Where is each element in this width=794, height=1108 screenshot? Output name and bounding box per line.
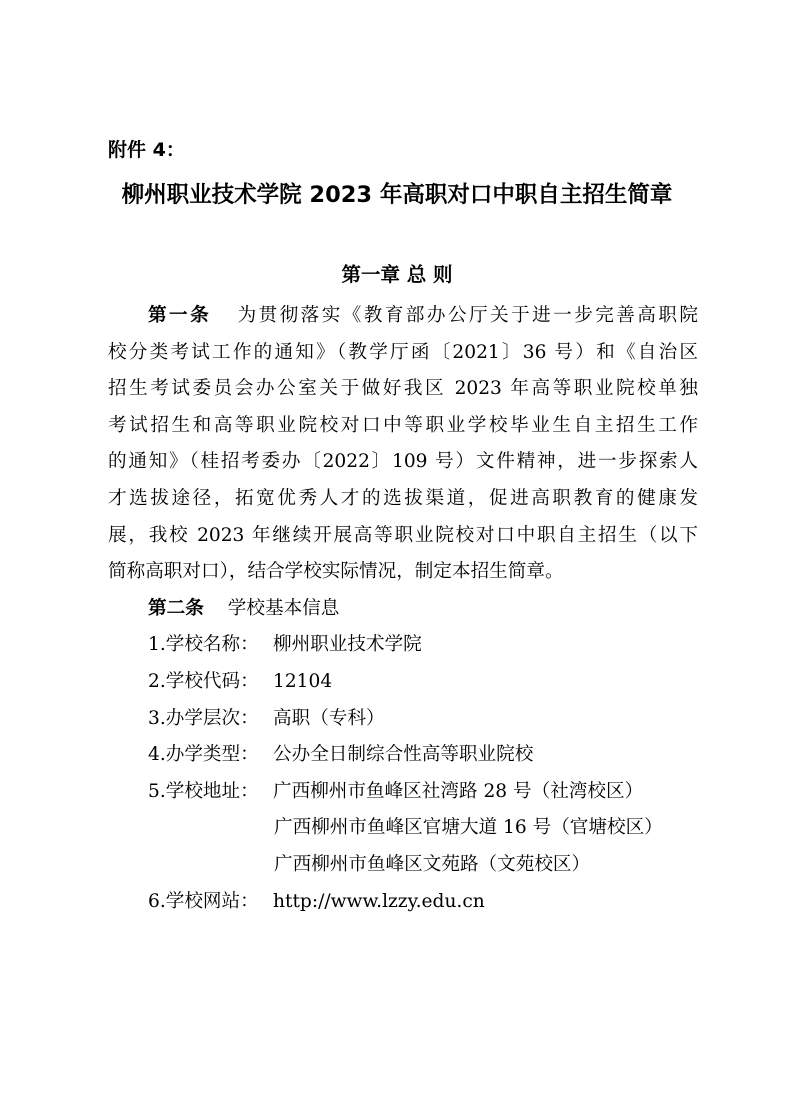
info-label: 1.学校名称： [148,634,259,656]
info-value: 广西柳州市鱼峰区社湾路 28 号（社湾校区） [273,780,644,802]
info-value: 柳州职业技术学院 [273,634,422,656]
document-body [108,298,698,920]
chapter-heading: 第一章 总 则 [341,263,453,286]
info-value: 高职（专科） [273,707,385,729]
info-school-type [108,737,698,774]
info-label: 5.学校地址： [148,780,259,802]
info-label: 2.学校代码： [148,670,259,692]
info-school-code [108,664,698,701]
article2-line [108,591,698,628]
info-address-line: 广西柳州市鱼峰区文苑路（文苑校区） [274,853,591,875]
article1-line: 才选拔途径，拓宽优秀人才的选拔渠道，促进高职教育的健康发 [108,487,698,509]
info-value: 12104 [273,670,333,692]
info-label: 3.办学层次： [148,707,259,729]
article1-line [108,298,698,335]
info-label: 4.办学类型： [148,744,259,766]
info-label: 6.学校网站： [148,890,259,912]
article1-line: 招生考试委员会办公室关于做好我区 2023 年高等职业院校单独 [108,378,698,400]
article2-label: 第二条 [148,597,204,619]
attachment-label: 附件 4： [108,139,185,161]
article1-line: 考试招生和高等职业院校对口中等职业学校毕业生自主招生工作 [108,414,698,436]
info-school-level [108,701,698,738]
info-school-name [108,627,698,664]
info-address-line: 广西柳州市鱼峰区官塘大道 16 号（官塘校区） [274,817,663,839]
article1-line: 的通知》（桂招考委办〔2022〕109 号）文件精神，进一步探索人 [108,451,698,473]
article1-line: 校分类考试工作的通知》（教学厅函〔2021〕36 号）和《自治区 [108,341,698,363]
article1-line: 展，我校 2023 年继续开展高等职业院校对口中职自主招生（以下 [108,524,698,546]
article1-line: 简称高职对口），结合学校实际情况，制定本招生简章。 [108,561,564,583]
article1-label: 第一条 [148,305,212,326]
info-school-website [108,884,698,921]
info-value: 公办全日制综合性高等职业院校 [273,744,534,766]
article2-text: 学校基本信息 [227,597,340,619]
article1-text: 为贯彻落实《教育部办公厅关于进一步完善高职院 [235,305,698,326]
document-title: 柳州职业技术学院 2023 年高职对口中职自主招生简章 [121,182,673,208]
website-link[interactable]: http://www.lzzy.edu.cn [273,890,485,912]
info-school-address [108,774,698,811]
